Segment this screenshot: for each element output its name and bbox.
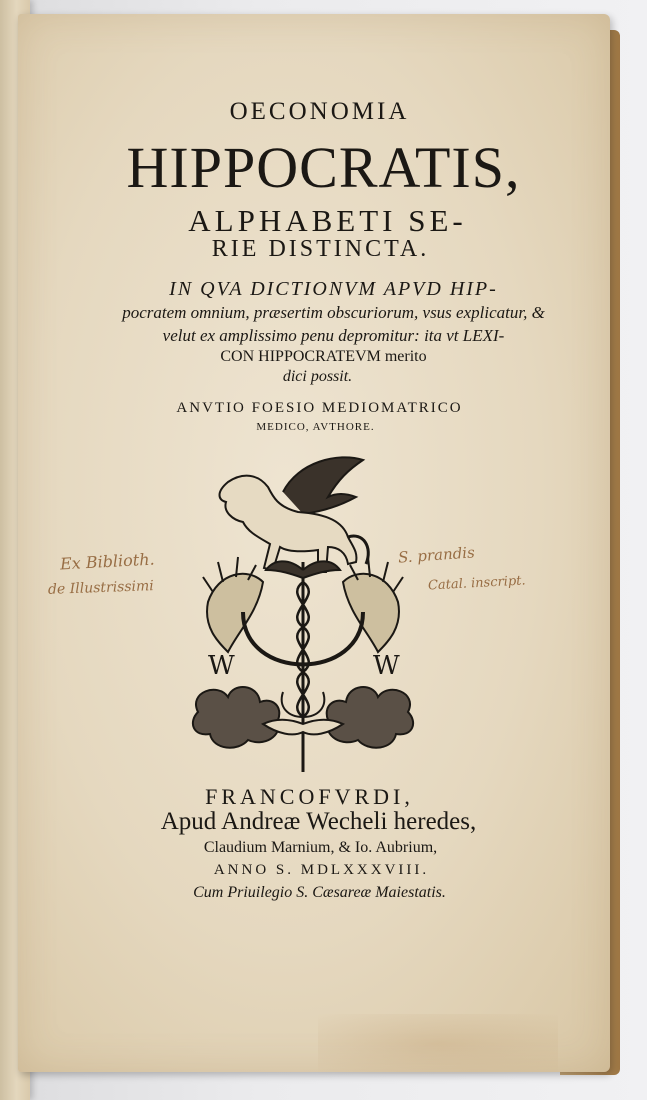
svg-text:W: W: [208, 651, 235, 681]
imprint-privilege: Cum Priuilegio S. Cæsareæ Maiestatis.: [193, 884, 446, 901]
handwritten-note-right-1: S. prandis: [397, 543, 476, 567]
subtitle-line-2: velut ex amplissimo penu depromitur: ita vt LEXI-: [162, 326, 505, 345]
handwritten-note-left-1: Ex Biblioth.: [59, 549, 156, 574]
imprint-printers: Claudium Marnium, & Io. Aubrium,: [203, 839, 438, 856]
svg-text:W: W: [373, 651, 400, 681]
imprint-year: ANNO S. MDLXXXVIII.: [213, 862, 430, 878]
subtitle-line-4: dici possit.: [282, 368, 353, 385]
subtitle-line-3: CON HIPPOCRATEVM merito: [220, 348, 427, 365]
printer-device-illustration: [188, 452, 418, 782]
author-line: ANVTIO FOESIO MEDIOMATRICO: [176, 400, 463, 416]
water-stain: [318, 1014, 558, 1074]
imprint-place: FRANCOFVRDI,: [205, 784, 414, 809]
handwritten-note-left-2: de Illustrissimi: [47, 578, 155, 598]
title-line-alphabeti: ALPHABETI SE-: [188, 203, 467, 238]
title-line-hippocratis: HIPPOCRATIS,: [126, 135, 521, 200]
author-role-line: MEDICO, AVTHORE.: [256, 421, 375, 433]
title-line-oeconomia: OECONOMIA: [229, 98, 410, 125]
handwritten-note-right-2: Catal. inscript.: [427, 573, 526, 594]
subtitle-line-1: pocratem omnium, præsertim obscuriorum, vsus explicatur, &: [122, 303, 545, 322]
title-line-serie: RIE DISTINCTA.: [211, 236, 430, 262]
imprint-publisher: Apud Andreæ Wecheli heredes,: [160, 808, 477, 835]
subtitle-line-in-qua: IN QVA DICTIONVM APVD HIP-: [169, 278, 498, 300]
